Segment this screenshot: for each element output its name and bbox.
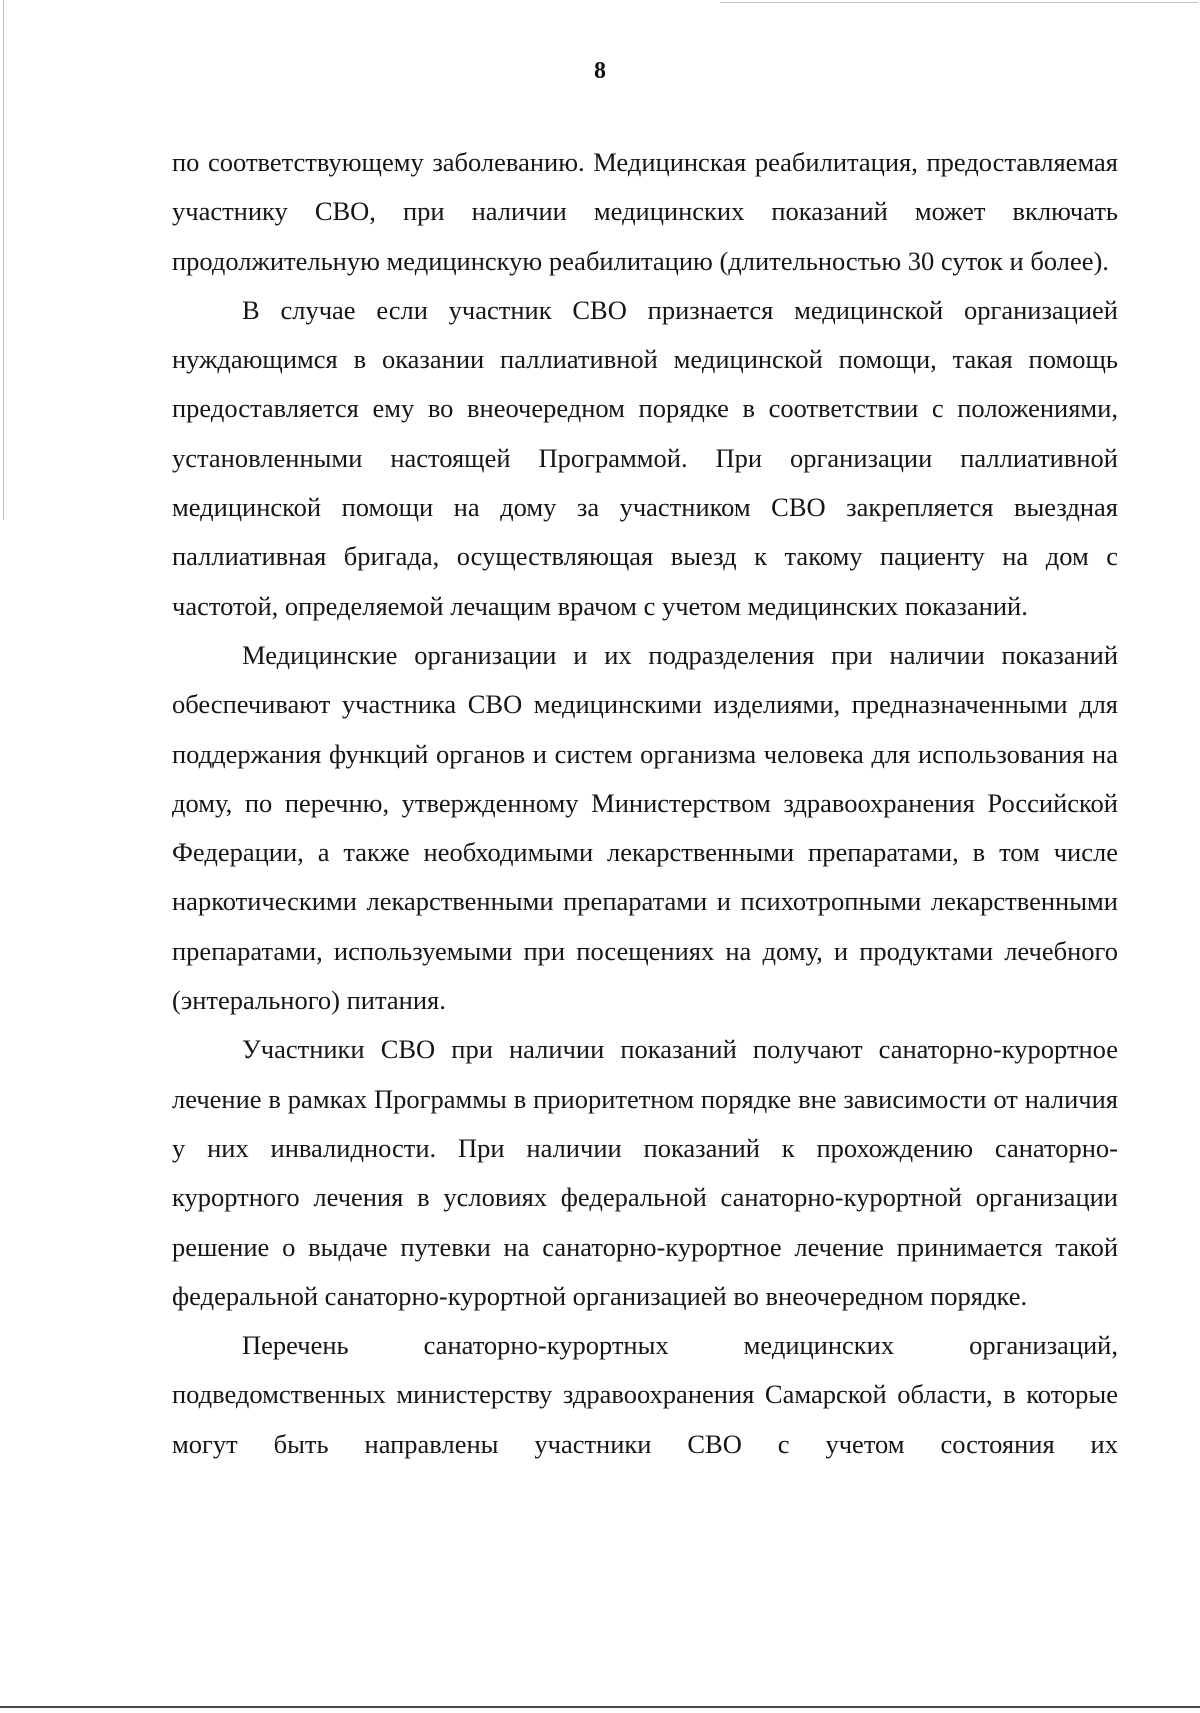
page-number: 8 [594, 58, 606, 84]
document-body [172, 138, 1118, 1469]
paragraph-1: по соответствующему заболеванию. Медицинская реабилитация, предоставляемая участнику СВО, при наличии медицинских показаний может включать продолжительную медицинскую реабилитацию (длительностью 30 суток и более). [172, 147, 1118, 276]
paragraph-4: Участники СВО при наличии показаний получают санаторно-курортное лечение в рамках Программы в приоритетном порядке вне зависимости от наличия у них инвалидности. При наличии показаний к прохождению санаторно-курортного лечения в условиях федеральной санаторно-курортной организации решение о выдаче путевки на санаторно-курортное лечение принимается такой федеральной санаторно-курортной организацией во внеочередном порядке. [172, 1034, 1118, 1311]
paragraph-5: Перечень санаторно-курортных медицинских организаций, подведомственных министерству здравоохранения Самарской области, в которые могут быть направлены участники СВО с учетом состояния их [172, 1330, 1118, 1459]
scan-edge-top [720, 2, 1198, 3]
paragraph-2: В случае если участник СВО признается медицинской организацией нуждающимся в оказании паллиативной медицинской помощи, такая помощь предоставляется ему во внеочередном порядке в соответствии с положениями, установленными настоящей Программой. При организации паллиативной медицинской помощи на дому за участником СВО закрепляется выездная паллиативная бригада, осуществляющая выезд к такому пациенту на дом с частотой, определяемой лечащим врачом с учетом медицинских показаний. [172, 294, 1118, 621]
scan-edge-bottom [0, 1706, 1200, 1708]
paragraph-3: Медицинские организации и их подразделения при наличии показаний обеспечивают участника СВО медицинскими изделиями, предназначенными для поддержания функций органов и систем организма человека для использования на дому, по перечню, утвержденному Министерством здравоохранения Российской Федерации, а также необходимыми лекарственными препаратами, в том числе наркотическими лекарственными препаратами и психотропными лекарственными препаратами, используемыми при посещениях на дому, и продуктами лечебного (энтерального) питания. [172, 639, 1118, 1016]
